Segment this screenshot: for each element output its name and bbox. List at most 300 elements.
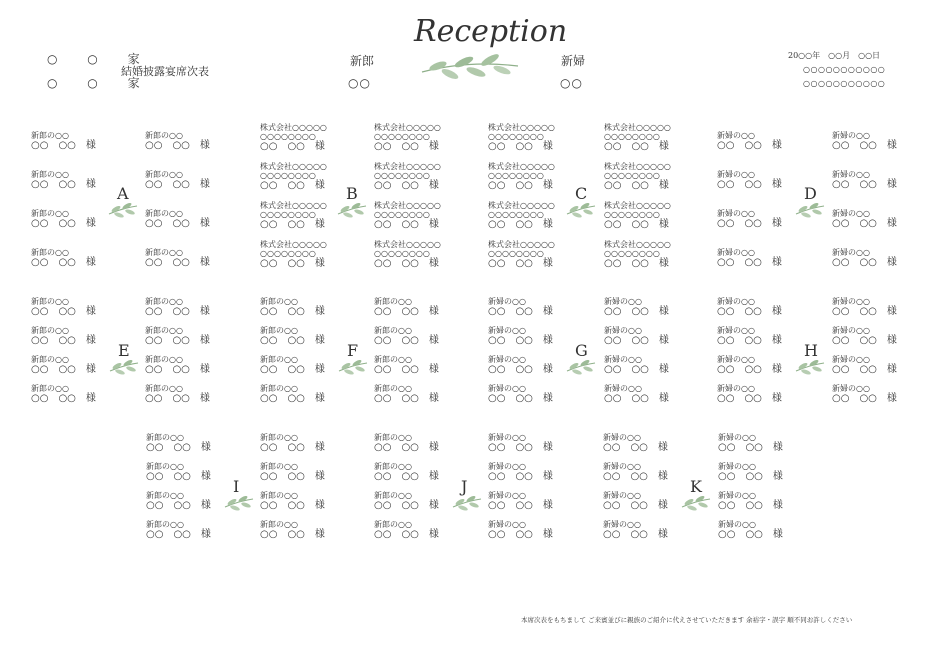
guest-name: ○○ ○○ 様 [604,219,669,230]
guest-entry [717,170,817,190]
guest-entry [604,326,704,346]
guest-relation: 株式会社○○○○○ [260,162,327,171]
guest-relation: 新郎の○○ [145,131,183,140]
guest-entry [145,384,245,404]
guest-relation-detail: ○○○○○○○○ [604,210,660,219]
guest-relation-detail: ○○○○○○○○ [260,171,316,180]
guest-name: ○○ ○○ 様 [488,500,553,511]
date: 20○○年 ○○月 ○○日 [788,51,881,60]
table-letter: J [461,477,468,496]
family-name-2: ○ ○ 家 [47,76,153,90]
leaf-sprig-icon [451,493,483,511]
guest-name: ○○ ○○ 様 [832,393,897,404]
guest-relation: 新郎の○○ [260,326,298,335]
guest-relation: 新婦の○○ [717,355,755,364]
guest-name: ○○ ○○ 様 [604,141,669,152]
guest-entry [260,384,360,404]
guest-name: ○○ ○○ 様 [488,180,553,191]
guest-name: ○○ ○○ 様 [374,442,439,453]
guest-name: ○○ ○○ 様 [145,140,210,151]
guest-entry [31,131,131,151]
guest-relation-detail: ○○○○○○○○ [374,171,430,180]
guest-name: ○○ ○○ 様 [374,393,439,404]
guest-relation: 新郎の○○ [260,462,298,471]
guest-name: ○○ ○○ 様 [832,140,897,151]
guest-name: ○○ ○○ 様 [260,471,325,482]
leaf-garland-icon [418,50,522,84]
guest-entry [488,462,588,482]
guest-relation: 新郎の○○ [31,326,69,335]
guest-entry [260,123,360,152]
guest-name: ○○ ○○ 様 [145,218,210,229]
guest-entry [31,384,131,404]
guest-relation: 新婦の○○ [717,248,755,257]
guest-name: ○○ ○○ 様 [145,335,210,346]
guest-relation: 新婦の○○ [603,433,641,442]
guest-entry [374,326,474,346]
guest-relation: 新婦の○○ [717,326,755,335]
guest-name: ○○ ○○ 様 [717,140,782,151]
guest-entry [488,384,588,404]
guest-entry [260,462,360,482]
leaf-sprig-icon [108,357,140,375]
guest-relation: 新婦の○○ [488,491,526,500]
guest-name: ○○ ○○ 様 [604,306,669,317]
guest-entry [603,462,703,482]
guest-relation: 新郎の○○ [260,297,298,306]
guest-entry [488,123,588,152]
guest-name: ○○ ○○ 様 [604,258,669,269]
table-letter: G [575,341,588,360]
guest-entry [604,240,704,269]
guest-relation: 新郎の○○ [145,209,183,218]
guest-relation: 新婦の○○ [832,209,870,218]
leaf-sprig-icon [223,493,255,511]
guest-relation: 新婦の○○ [832,326,870,335]
guest-entry [832,297,932,317]
guest-relation-detail: ○○○○○○○○ [374,132,430,141]
table-letter: D [804,184,817,203]
guest-name: ○○ ○○ 様 [145,306,210,317]
guest-entry [145,297,245,317]
guest-name: ○○ ○○ 様 [374,335,439,346]
guest-relation: 新郎の○○ [374,462,412,471]
guest-relation: 新婦の○○ [604,355,642,364]
groom-name: ○○ [348,76,371,90]
guest-relation: 株式会社○○○○○ [604,201,671,210]
guest-entry [718,520,818,540]
guest-entry [374,240,474,269]
guest-name: ○○ ○○ 様 [145,179,210,190]
guest-entry [145,326,245,346]
guest-relation: 新郎の○○ [145,297,183,306]
guest-name: ○○ ○○ 様 [31,306,96,317]
guest-entry [146,520,246,540]
guest-relation: 新郎の○○ [31,248,69,257]
guest-name: ○○ ○○ 様 [31,218,96,229]
guest-name: ○○ ○○ 様 [260,335,325,346]
guest-name: ○○ ○○ 様 [604,335,669,346]
guest-name: ○○ ○○ 様 [374,306,439,317]
guest-name: ○○ ○○ 様 [603,471,668,482]
guest-relation: 株式会社○○○○○ [374,240,441,249]
guest-relation: 株式会社○○○○○ [260,201,327,210]
guest-relation: 新婦の○○ [604,326,642,335]
guest-entry [718,462,818,482]
guest-relation: 新郎の○○ [145,355,183,364]
bride-name: ○○ [560,76,583,90]
guest-relation: 新郎の○○ [260,520,298,529]
guest-name: ○○ ○○ 様 [374,500,439,511]
guest-name: ○○ ○○ 様 [374,364,439,375]
guest-relation: 新婦の○○ [488,462,526,471]
guest-relation: 新婦の○○ [832,131,870,140]
table-letter: A [117,184,129,203]
guest-name: ○○ ○○ 様 [488,258,553,269]
guest-relation: 新郎の○○ [260,355,298,364]
guest-entry [374,297,474,317]
leaf-sprig-icon [565,200,597,218]
guest-relation-detail: ○○○○○○○○ [488,132,544,141]
guest-relation: 新郎の○○ [145,170,183,179]
guest-entry [604,201,704,230]
guest-entry [604,384,704,404]
guest-entry [260,433,360,453]
guest-name: ○○ ○○ 様 [488,393,553,404]
guest-relation: 新郎の○○ [146,433,184,442]
guest-relation: 新郎の○○ [260,384,298,393]
guest-entry [260,520,360,540]
guest-entry [374,384,474,404]
guest-entry [604,162,704,191]
guest-relation: 新婦の○○ [603,491,641,500]
guest-name: ○○ ○○ 様 [260,141,325,152]
leaf-sprig-icon [336,200,368,218]
guest-relation: 新婦の○○ [718,433,756,442]
guest-name: ○○ ○○ 様 [374,258,439,269]
table-letter: H [804,341,818,360]
guest-relation: 新郎の○○ [31,209,69,218]
guest-relation: 新婦の○○ [718,462,756,471]
guest-name: ○○ ○○ 様 [488,364,553,375]
guest-name: ○○ ○○ 様 [260,258,325,269]
guest-name: ○○ ○○ 様 [717,306,782,317]
guest-entry [718,491,818,511]
guest-entry [145,355,245,375]
guest-name: ○○ ○○ 様 [488,335,553,346]
guest-name: ○○ ○○ 様 [145,364,210,375]
guest-relation: 新郎の○○ [374,520,412,529]
guest-name: ○○ ○○ 様 [718,529,783,540]
guest-name: ○○ ○○ 様 [260,500,325,511]
guest-name: ○○ ○○ 様 [31,257,96,268]
guest-relation: 新婦の○○ [604,297,642,306]
guest-name: ○○ ○○ 様 [146,471,211,482]
guest-relation: 新婦の○○ [717,384,755,393]
guest-name: ○○ ○○ 様 [832,364,897,375]
guest-entry [717,326,817,346]
leaf-sprig-icon [565,357,597,375]
guest-relation: 新婦の○○ [488,433,526,442]
guest-relation: 新郎の○○ [374,326,412,335]
guest-name: ○○ ○○ 様 [717,218,782,229]
guest-name: ○○ ○○ 様 [832,306,897,317]
guest-name: ○○ ○○ 様 [718,500,783,511]
guest-name: ○○ ○○ 様 [604,364,669,375]
guest-relation: 新婦の○○ [832,170,870,179]
guest-relation: 新婦の○○ [718,491,756,500]
guest-relation: 新郎の○○ [374,297,412,306]
guest-name: ○○ ○○ 様 [260,529,325,540]
guest-relation: 新郎の○○ [145,384,183,393]
guest-relation: 新婦の○○ [604,384,642,393]
guest-relation: 株式会社○○○○○ [260,123,327,132]
guest-relation: 新郎の○○ [146,491,184,500]
guest-entry [832,326,932,346]
guest-name: ○○ ○○ 様 [488,442,553,453]
guest-name: ○○ ○○ 様 [488,141,553,152]
guest-relation: 新郎の○○ [31,170,69,179]
guest-name: ○○ ○○ 様 [603,529,668,540]
guest-entry [488,326,588,346]
guest-entry [374,462,474,482]
guest-entry [832,248,932,268]
guest-name: ○○ ○○ 様 [604,180,669,191]
guest-relation: 新婦の○○ [603,462,641,471]
guest-entry [374,201,474,230]
guest-name: ○○ ○○ 様 [832,179,897,190]
guest-relation: 新郎の○○ [374,355,412,364]
guest-entry [604,123,704,152]
guest-relation: 新郎の○○ [31,131,69,140]
guest-relation: 新郎の○○ [374,491,412,500]
guest-entry [488,491,588,511]
bride-label: 新婦 [561,54,586,68]
guest-relation-detail: ○○○○○○○○ [604,249,660,258]
guest-entry [832,131,932,151]
guest-entry [260,326,360,346]
table-letter: K [690,477,702,496]
guest-relation: 新郎の○○ [31,384,69,393]
family-name-1: ○ ○ 家 [47,52,153,66]
guest-entry [31,326,131,346]
guest-relation: 株式会社○○○○○ [374,162,441,171]
guest-relation: 新婦の○○ [832,297,870,306]
guest-entry [374,520,474,540]
guest-entry [374,123,474,152]
guest-name: ○○ ○○ 様 [603,500,668,511]
guest-relation: 新婦の○○ [718,520,756,529]
venue-line-1: ○○○○○○○○○○○ [803,65,886,74]
guest-relation: 新婦の○○ [717,209,755,218]
guest-name: ○○ ○○ 様 [260,306,325,317]
guest-name: ○○ ○○ 様 [832,218,897,229]
guest-name: ○○ ○○ 様 [717,393,782,404]
guest-relation: 新郎の○○ [145,248,183,257]
guest-relation: 新婦の○○ [603,520,641,529]
guest-entry [145,170,245,190]
guest-name: ○○ ○○ 様 [374,529,439,540]
guest-entry [260,297,360,317]
guest-name: ○○ ○○ 様 [717,335,782,346]
guest-name: ○○ ○○ 様 [374,180,439,191]
guest-entry [260,240,360,269]
table-letter: C [575,184,588,203]
page-title: 結婚披露宴席次表 [121,65,209,78]
guest-entry [717,131,817,151]
guest-entry [31,170,131,190]
guest-relation: 株式会社○○○○○ [374,123,441,132]
guest-name: ○○ ○○ 様 [260,364,325,375]
guest-name: ○○ ○○ 様 [31,335,96,346]
guest-relation-detail: ○○○○○○○○ [374,249,430,258]
guest-relation: 新婦の○○ [717,131,755,140]
guest-name: ○○ ○○ 様 [374,471,439,482]
guest-name: ○○ ○○ 様 [488,306,553,317]
guest-relation: 株式会社○○○○○ [374,201,441,210]
guest-entry [146,433,246,453]
guest-entry [260,162,360,191]
venue-line-2: ○○○○○○○○○○○ [803,79,886,88]
guest-relation-detail: ○○○○○○○○ [604,132,660,141]
guest-name: ○○ ○○ 様 [832,257,897,268]
guest-name: ○○ ○○ 様 [260,219,325,230]
guest-relation: 新婦の○○ [832,248,870,257]
guest-relation: 新婦の○○ [488,326,526,335]
leaf-sprig-icon [107,200,139,218]
guest-relation: 新郎の○○ [31,355,69,364]
guest-relation: 新婦の○○ [488,355,526,364]
guest-entry [145,131,245,151]
guest-entry [374,162,474,191]
guest-name: ○○ ○○ 様 [146,529,211,540]
guest-name: ○○ ○○ 様 [718,442,783,453]
guest-relation-detail: ○○○○○○○○ [488,171,544,180]
guest-entry [145,209,245,229]
guest-name: ○○ ○○ 様 [832,335,897,346]
guest-relation: 新郎の○○ [146,520,184,529]
guest-entry [146,462,246,482]
guest-entry [31,248,131,268]
leaf-sprig-icon [794,357,826,375]
guest-name: ○○ ○○ 様 [146,442,211,453]
guest-relation: 株式会社○○○○○ [604,240,671,249]
guest-entry [832,384,932,404]
guest-name: ○○ ○○ 様 [31,179,96,190]
leaf-sprig-icon [680,493,712,511]
guest-relation: 新郎の○○ [260,433,298,442]
guest-relation: 新婦の○○ [717,170,755,179]
guest-entry [832,355,932,375]
guest-relation-detail: ○○○○○○○○ [260,210,316,219]
table-letter: F [347,341,359,360]
guest-name: ○○ ○○ 様 [31,140,96,151]
guest-relation: 株式会社○○○○○ [488,123,555,132]
table-letter: E [118,341,130,360]
guest-relation: 新婦の○○ [717,297,755,306]
guest-name: ○○ ○○ 様 [718,471,783,482]
guest-relation-detail: ○○○○○○○○ [260,249,316,258]
guest-relation: 新婦の○○ [488,297,526,306]
guest-relation: 新郎の○○ [374,384,412,393]
guest-relation: 新婦の○○ [832,384,870,393]
guest-entry [31,297,131,317]
guest-relation-detail: ○○○○○○○○ [488,249,544,258]
guest-relation-detail: ○○○○○○○○ [604,171,660,180]
guest-name: ○○ ○○ 様 [488,471,553,482]
guest-entry [604,355,704,375]
groom-label: 新郎 [350,54,375,68]
guest-name: ○○ ○○ 様 [145,393,210,404]
guest-name: ○○ ○○ 様 [145,257,210,268]
guest-name: ○○ ○○ 様 [603,442,668,453]
guest-name: ○○ ○○ 様 [717,257,782,268]
guest-entry [603,520,703,540]
guest-entry [374,355,474,375]
guest-name: ○○ ○○ 様 [31,393,96,404]
guest-relation: 新郎の○○ [374,433,412,442]
guest-entry [145,248,245,268]
guest-relation: 株式会社○○○○○ [488,240,555,249]
guest-relation-detail: ○○○○○○○○ [488,210,544,219]
guest-name: ○○ ○○ 様 [374,141,439,152]
table-letter: I [233,477,240,496]
guest-name: ○○ ○○ 様 [260,442,325,453]
guest-entry [604,297,704,317]
guest-relation: 株式会社○○○○○ [604,162,671,171]
guest-entry [832,209,932,229]
reception-logo: Reception [414,14,568,49]
leaf-sprig-icon [794,200,826,218]
guest-entry [488,240,588,269]
guest-name: ○○ ○○ 様 [604,393,669,404]
guest-relation: 新婦の○○ [832,355,870,364]
guest-name: ○○ ○○ 様 [260,180,325,191]
guest-relation: 新郎の○○ [145,326,183,335]
guest-entry [488,162,588,191]
guest-entry [717,297,817,317]
guest-name: ○○ ○○ 様 [31,364,96,375]
guest-entry [374,433,474,453]
guest-relation: 株式会社○○○○○ [260,240,327,249]
guest-relation: 新郎の○○ [31,297,69,306]
guest-entry [260,491,360,511]
guest-name: ○○ ○○ 様 [488,219,553,230]
leaf-sprig-icon [337,357,369,375]
guest-relation: 新郎の○○ [260,491,298,500]
guest-entry [718,433,818,453]
footer-note: 本席次表をもちまして ご来賓並びに親族のご紹介に代えさせていただきます 余裕字・誤字 順不同お許しください [521,616,853,624]
guest-name: ○○ ○○ 様 [488,529,553,540]
guest-relation: 新郎の○○ [146,462,184,471]
guest-entry [832,170,932,190]
guest-entry [488,520,588,540]
guest-relation-detail: ○○○○○○○○ [260,132,316,141]
guest-relation: 新婦の○○ [488,384,526,393]
guest-entry [717,384,817,404]
guest-name: ○○ ○○ 様 [374,219,439,230]
guest-name: ○○ ○○ 様 [260,393,325,404]
guest-relation: 株式会社○○○○○ [604,123,671,132]
guest-relation: 株式会社○○○○○ [488,201,555,210]
guest-entry [717,248,817,268]
table-letter: B [346,184,358,203]
guest-entry [603,433,703,453]
guest-relation-detail: ○○○○○○○○ [374,210,430,219]
guest-relation: 株式会社○○○○○ [488,162,555,171]
guest-relation: 新婦の○○ [488,520,526,529]
guest-name: ○○ ○○ 様 [146,500,211,511]
